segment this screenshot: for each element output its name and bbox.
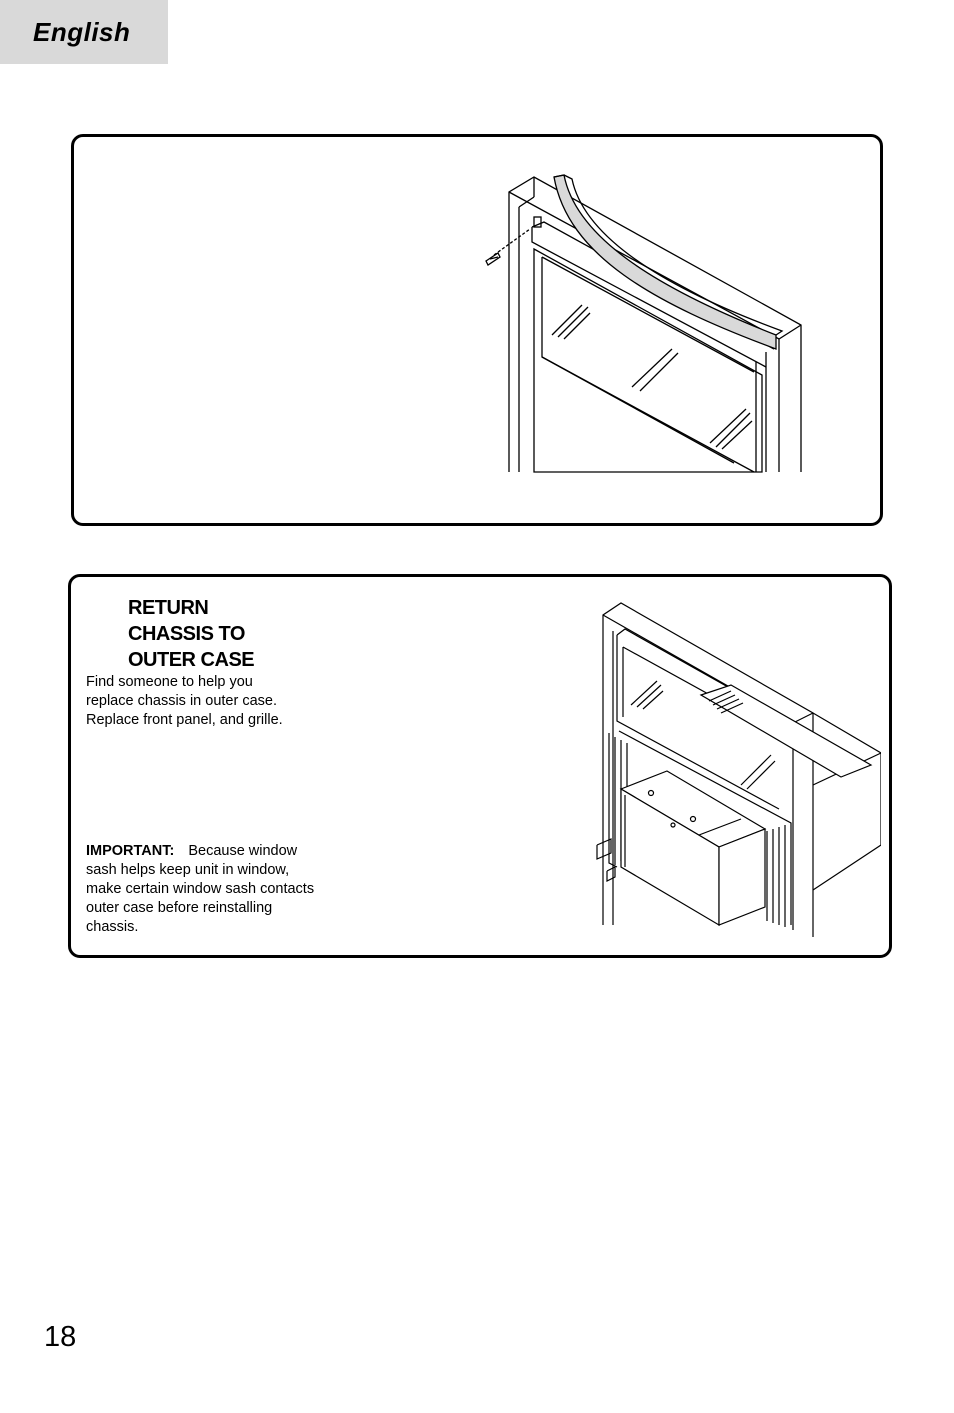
instructions-paragraph (86, 673, 356, 730)
window-weatherstrip-illustration (484, 167, 814, 477)
important-note (86, 842, 346, 937)
heading-line-2: CHASSIS TO (128, 623, 245, 645)
important-line-3: make certain window sash contacts (86, 881, 315, 897)
section-heading (128, 595, 254, 673)
weatherstrip-panel (71, 134, 883, 526)
page-number: 18 (44, 1321, 77, 1353)
instruction-line-2: replace chassis in outer case. (86, 693, 278, 709)
chassis-in-window-illustration (581, 595, 881, 945)
heading-line-3: OUTER CASE (128, 649, 255, 671)
important-line-2: sash helps keep unit in window, (86, 862, 290, 878)
heading-line-1: RETURN (128, 597, 209, 619)
language-label: English (33, 17, 131, 47)
language-tab (0, 0, 168, 64)
return-chassis-panel (68, 574, 892, 958)
important-line-1: Because window (188, 843, 298, 859)
important-line-5: chassis. (86, 919, 139, 935)
instruction-line-1: Find someone to help you (86, 674, 253, 690)
important-label: IMPORTANT: (86, 843, 175, 859)
instruction-line-3: Replace front panel, and grille. (86, 712, 283, 728)
important-line-4: outer case before reinstalling (86, 900, 273, 916)
